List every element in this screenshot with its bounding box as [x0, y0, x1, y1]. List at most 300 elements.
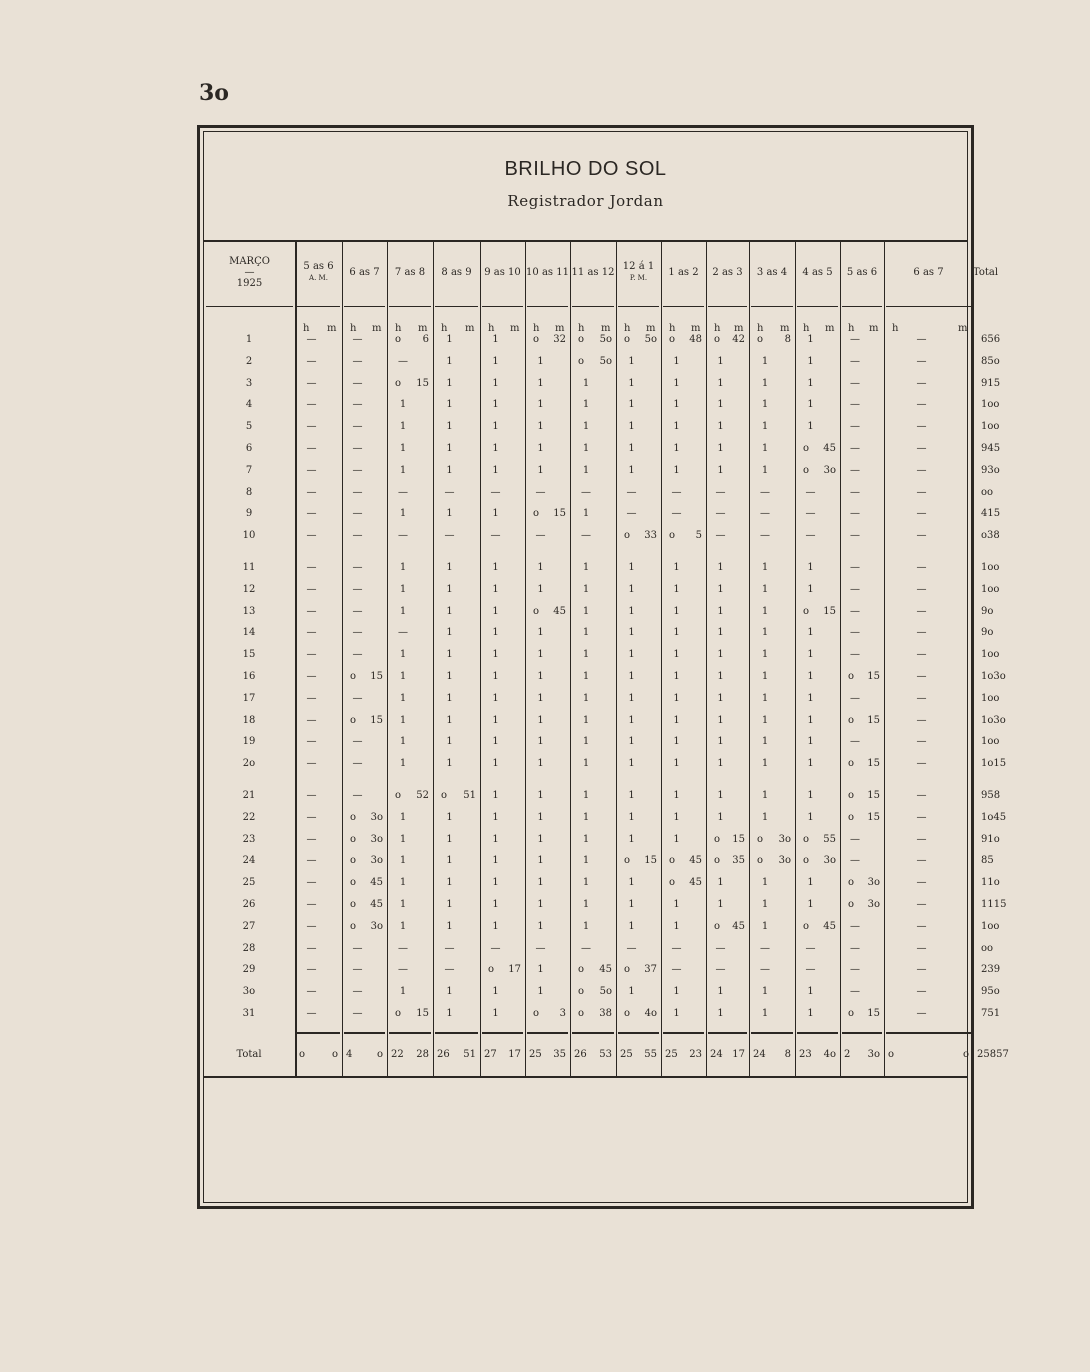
- table-cell: —: [398, 964, 408, 976]
- total-minutes: 17: [732, 1049, 745, 1060]
- table-cell: 1: [446, 758, 453, 770]
- cell-hours: o: [350, 899, 357, 910]
- table-cell: —: [306, 920, 317, 932]
- column-header-underline: [297, 306, 340, 307]
- cell-minutes: 15: [987, 508, 1001, 520]
- cell-minutes: 45: [987, 443, 1001, 454]
- table-cell: —: [398, 486, 408, 498]
- table-cell: 1: [492, 692, 499, 704]
- table-cell: 1: [761, 377, 769, 389]
- table-cell: 1: [761, 758, 769, 770]
- table-cell: [977, 605, 993, 619]
- table-cell: 1: [582, 399, 590, 411]
- table-cell: 1: [673, 377, 680, 389]
- total-hours: 24: [753, 1049, 766, 1060]
- cell-minutes: 5o: [599, 355, 612, 367]
- table-cell: [710, 833, 745, 847]
- table-cell: —: [306, 714, 317, 726]
- table-cell: [665, 854, 702, 868]
- table-cell: [977, 876, 1000, 890]
- cell-minutes: 15: [370, 671, 383, 682]
- table-cell: —: [850, 334, 860, 345]
- table-cell: —: [352, 486, 363, 498]
- column-header-underline: [842, 306, 882, 307]
- table-cell: 1: [582, 877, 590, 889]
- total-rule: [886, 1032, 971, 1034]
- cell-minutes: 3o: [823, 464, 836, 476]
- table-cell: 1: [582, 899, 590, 910]
- cell-minutes: 3o: [370, 855, 383, 867]
- table-cell: —: [581, 530, 591, 542]
- cell-hours: o: [848, 1008, 855, 1019]
- table-cell: [529, 1007, 566, 1021]
- total-minutes: 23: [689, 1049, 702, 1060]
- cell-hours: o: [981, 530, 988, 542]
- cell-minutes: 15: [993, 758, 1007, 770]
- column-header: [525, 242, 570, 302]
- column-header-underline: [435, 306, 478, 307]
- table-cell: 1: [537, 649, 544, 661]
- table-cell: 1: [717, 627, 724, 639]
- table-cell: 1: [446, 714, 453, 726]
- column-header-label: 12 á 1: [622, 260, 655, 272]
- table-cell: [977, 942, 993, 956]
- table-cell: [620, 529, 657, 543]
- table-cell: —: [490, 942, 501, 954]
- table-cell: [346, 920, 383, 934]
- column-header-underline: [886, 306, 971, 307]
- cell-hours: o: [981, 942, 988, 954]
- cell-hours: 1o: [981, 920, 994, 932]
- table-cell: —: [306, 964, 317, 976]
- table-cell: —: [671, 964, 682, 976]
- table-cell: —: [916, 942, 927, 954]
- table-cell: —: [306, 649, 317, 661]
- day-label: 21: [242, 790, 256, 801]
- cell-hours: o: [624, 855, 631, 867]
- cell-minutes: 5o: [987, 355, 1000, 367]
- cell-minutes: 4o: [644, 1008, 657, 1019]
- table-cell: 1: [673, 627, 680, 639]
- column-divider: [387, 242, 388, 1076]
- table-cell: —: [916, 530, 927, 542]
- cell-hours: 1o: [981, 649, 994, 661]
- table-cell: 1: [399, 855, 407, 867]
- column-header-label: 1 as 2: [668, 266, 699, 278]
- table-cell: —: [850, 530, 860, 542]
- cell-minutes: o: [993, 649, 1000, 661]
- table-cell: 1: [628, 986, 635, 998]
- table-cell: 1: [446, 649, 453, 661]
- table-cell: —: [760, 508, 770, 520]
- column-header: [342, 242, 387, 302]
- table-cell: [753, 333, 791, 347]
- cell-minutes: 52: [416, 790, 429, 801]
- total-label: Total: [236, 1049, 262, 1060]
- table-cell: —: [850, 486, 860, 498]
- table-cell: 1: [492, 464, 499, 476]
- table-cell: 1: [628, 899, 635, 910]
- table-cell: —: [850, 855, 860, 867]
- cell-hours: o: [714, 334, 721, 345]
- table-cell: 1: [399, 714, 407, 726]
- unit-minutes: m: [958, 323, 968, 334]
- table-cell: —: [352, 355, 363, 367]
- cell-hours: 8: [981, 355, 988, 367]
- table-cell: 1: [537, 758, 544, 770]
- cell-minutes: o: [993, 399, 1000, 411]
- total-minutes: o: [331, 1049, 338, 1060]
- year-label: 1925: [236, 277, 263, 289]
- table-cell: [710, 333, 745, 347]
- table-cell: —: [671, 508, 682, 520]
- cell-minutes: 15: [553, 508, 566, 520]
- cell-minutes: o: [993, 877, 1000, 889]
- table-cell: 1: [761, 399, 769, 411]
- day-label: 22: [242, 811, 256, 823]
- cell-hours: 1o: [981, 421, 994, 433]
- cell-hours: 1o: [981, 671, 994, 682]
- table-cell: —: [850, 986, 860, 998]
- table-cell: [844, 757, 880, 771]
- table-cell: [346, 898, 383, 912]
- cell-minutes: 3o: [823, 855, 836, 867]
- table-cell: [977, 529, 1000, 543]
- cell-minutes: 38: [987, 530, 1000, 542]
- table-cell: [346, 714, 383, 728]
- table-cell: [977, 648, 999, 662]
- table-cell: —: [916, 790, 927, 801]
- total-hours: 25: [529, 1049, 542, 1060]
- table-cell: 1: [537, 421, 544, 433]
- cell-hours: 9: [981, 605, 988, 617]
- table-cell: 1: [492, 508, 499, 520]
- cell-minutes: 15: [370, 714, 383, 726]
- table-cell: —: [916, 627, 927, 639]
- table-cell: [977, 789, 1000, 803]
- table-cell: 1: [537, 877, 544, 889]
- table-cell: 1: [582, 377, 590, 389]
- table-cell: 1: [673, 649, 680, 661]
- table-cell: —: [306, 877, 317, 889]
- table-cell: [977, 985, 1000, 999]
- table-cell: 1: [582, 758, 590, 770]
- cell-minutes: 58: [987, 790, 1001, 801]
- total-rule: [797, 1032, 838, 1034]
- total-cell: [710, 1048, 745, 1062]
- total-minutes: 53: [599, 1049, 612, 1060]
- cell-hours: 9: [981, 790, 988, 801]
- cell-minutes: 15: [867, 714, 880, 726]
- table-cell: 1: [717, 649, 724, 661]
- cell-hours: o: [350, 811, 357, 823]
- table-cell: 1: [399, 736, 407, 748]
- table-cell: 1: [673, 714, 680, 726]
- unit-hours: h: [533, 323, 540, 334]
- table-cell: [346, 811, 383, 825]
- table-cell: 1: [807, 649, 814, 661]
- table-cell: 1: [492, 399, 499, 411]
- table-cell: 1: [582, 443, 590, 454]
- table-cell: 1: [399, 399, 407, 411]
- table-cell: 1: [492, 355, 499, 367]
- table-cell: [391, 1007, 429, 1021]
- cell-hours: o: [533, 1008, 540, 1019]
- table-cell: 1: [492, 899, 499, 910]
- table-cell: [844, 670, 880, 684]
- unit-hours: h: [714, 323, 721, 334]
- table-cell: —: [306, 508, 317, 520]
- cell-hours: 2: [981, 964, 988, 976]
- cell-hours: o: [624, 964, 631, 976]
- table-cell: 1: [628, 758, 635, 770]
- column-header-label: 3 as 4: [756, 266, 788, 278]
- cell-hours: o: [578, 964, 585, 976]
- table-cell: 1: [582, 671, 590, 682]
- table-cell: —: [760, 530, 770, 542]
- table-cell: —: [306, 811, 317, 823]
- table-cell: —: [352, 530, 363, 542]
- table-cell: 1: [537, 811, 544, 823]
- cell-minutes: o: [993, 920, 1000, 932]
- table-cell: 1: [807, 627, 814, 639]
- table-cell: [977, 442, 1000, 456]
- table-cell: —: [916, 920, 927, 932]
- cell-minutes: 17: [508, 964, 521, 976]
- cell-hours: o: [803, 464, 810, 476]
- table-cell: —: [352, 986, 363, 998]
- cell-hours: 9: [981, 377, 988, 389]
- table-cell: —: [916, 758, 927, 770]
- table-cell: 1: [717, 714, 724, 726]
- table-cell: —: [850, 964, 860, 976]
- table-cell: [977, 486, 993, 500]
- table-cell: —: [916, 443, 927, 454]
- cell-minutes: 45: [370, 877, 383, 889]
- cell-minutes: 45: [823, 443, 836, 454]
- cell-hours: o: [848, 758, 855, 770]
- cell-minutes: 3o: [370, 833, 383, 845]
- table-cell: —: [306, 334, 317, 345]
- column-header-label: 5 as 6: [303, 260, 334, 272]
- column-header-label: 2 as 3: [712, 266, 743, 278]
- day-label: 4: [245, 399, 253, 411]
- table-cell: [574, 963, 612, 977]
- table-cell: [977, 854, 994, 868]
- column-divider: [433, 242, 434, 1076]
- table-cell: 1: [582, 464, 590, 476]
- table-cell: 1: [492, 855, 499, 867]
- table-cell: —: [352, 627, 363, 639]
- unit-hours: h: [303, 323, 310, 334]
- table-cell: 1: [537, 855, 544, 867]
- cell-hours: o: [803, 855, 810, 867]
- cell-minutes: 38: [599, 1008, 612, 1019]
- table-cell: [977, 833, 1000, 847]
- table-cell: 1: [761, 877, 769, 889]
- cell-minutes: 39: [987, 964, 1001, 976]
- table-cell: —: [306, 736, 317, 748]
- day-label: 26: [242, 899, 256, 910]
- day-label: 12: [242, 583, 256, 595]
- table-cell: 1: [807, 758, 814, 770]
- table-cell: 1: [492, 833, 499, 845]
- table-cell: 1: [446, 986, 453, 998]
- table-cell: 1: [537, 377, 544, 389]
- table-cell: [665, 333, 702, 347]
- table-cell: —: [352, 399, 363, 411]
- column-header-underline: [618, 306, 659, 307]
- table-cell: —: [352, 1008, 363, 1019]
- table-cell: [977, 757, 1006, 771]
- table-cell: 1: [492, 714, 499, 726]
- table-cell: —: [805, 530, 816, 542]
- table-cell: 1: [807, 790, 814, 801]
- table-cell: —: [850, 942, 860, 954]
- total-hours: 24: [710, 1049, 723, 1060]
- table-inner-border: [203, 131, 1009, 1203]
- day-label: 23: [242, 833, 256, 845]
- table-cell: —: [490, 530, 501, 542]
- table-cell: [977, 583, 999, 597]
- table-cell: [391, 333, 429, 347]
- table-cell: 1: [582, 649, 590, 661]
- table-cell: —: [398, 530, 408, 542]
- cell-hours: 6: [981, 334, 988, 345]
- total-cell: [529, 1048, 566, 1062]
- table-cell: [710, 854, 745, 868]
- day-label: 14: [242, 627, 256, 639]
- table-cell: —: [916, 964, 927, 976]
- table-cell: —: [535, 530, 546, 542]
- table-cell: 1: [582, 790, 590, 801]
- table-cell: —: [306, 421, 317, 433]
- cell-minutes: 3: [559, 1008, 566, 1019]
- cell-hours: o: [441, 790, 448, 801]
- table-cell: —: [715, 964, 726, 976]
- table-cell: —: [850, 649, 860, 661]
- table-cell: 1: [717, 443, 724, 454]
- cell-hours: 9: [981, 443, 988, 454]
- table-cell: 1: [492, 671, 499, 682]
- day-label: 8: [245, 486, 253, 498]
- table-cell: 1: [673, 833, 680, 845]
- month-dash: —: [244, 266, 255, 278]
- table-cell: 1: [761, 811, 769, 823]
- table-cell: 1: [582, 736, 590, 748]
- cell-minutes: 37: [644, 964, 657, 976]
- table-cell: 1: [399, 464, 407, 476]
- page-number: 3o: [199, 80, 229, 106]
- table-cell: 1: [582, 811, 590, 823]
- table-cell: 1: [807, 1008, 814, 1019]
- table-cell: [391, 789, 429, 803]
- table-cell: —: [715, 530, 726, 542]
- table-cell: 1: [582, 583, 590, 595]
- unit-minutes: m: [372, 323, 382, 334]
- table-cell: [529, 507, 566, 521]
- column-header-underline: [389, 306, 431, 307]
- table-cell: 1: [628, 736, 635, 748]
- table-cell: —: [916, 671, 927, 682]
- total-cell: [799, 1048, 836, 1062]
- table-cell: —: [306, 530, 317, 542]
- cell-hours: o: [669, 334, 676, 345]
- cell-hours: o: [395, 377, 402, 389]
- cell-minutes: 48: [689, 334, 702, 345]
- cell-minutes: 45: [993, 811, 1007, 823]
- table-cell: 1: [673, 811, 680, 823]
- unit-hours: h: [395, 323, 402, 334]
- table-cell: 1: [492, 583, 499, 595]
- unit-hours: h: [488, 323, 495, 334]
- table-cell: 1: [537, 627, 544, 639]
- total-cell: [437, 1048, 476, 1062]
- column-header: [433, 242, 480, 302]
- table-cell: —: [916, 486, 927, 498]
- table-cell: 1: [628, 562, 635, 573]
- cell-hours: o: [848, 714, 855, 726]
- table-cell: 1: [807, 811, 814, 823]
- cell-minutes: 45: [370, 899, 383, 910]
- table-cell: [346, 854, 383, 868]
- cell-hours: o: [350, 714, 357, 726]
- column-header: [616, 242, 661, 302]
- cell-minutes: o: [993, 583, 1000, 595]
- table-cell: —: [306, 790, 317, 801]
- cell-minutes: 5: [695, 530, 702, 542]
- table-cell: 1: [628, 583, 635, 595]
- table-cell: 1: [673, 736, 680, 748]
- table-cell: [620, 1007, 657, 1021]
- cell-minutes: 33: [644, 530, 657, 542]
- table-cell: 1: [446, 464, 453, 476]
- table-cell: [977, 507, 1000, 521]
- table-cell: 1: [717, 986, 724, 998]
- column-header: [387, 242, 433, 302]
- table-cell: 1: [673, 671, 680, 682]
- table-cell: 1: [446, 736, 453, 748]
- table-cell: 1: [399, 986, 407, 998]
- table-cell: [977, 333, 1000, 347]
- table-cell: 1: [446, 443, 453, 454]
- cell-hours: 9: [981, 986, 988, 998]
- table-cell: 1: [628, 443, 635, 454]
- cell-hours: o: [395, 1008, 402, 1019]
- cell-hours: 9: [981, 464, 988, 476]
- total-hours: 26: [574, 1049, 587, 1060]
- table-cell: [574, 985, 612, 999]
- table-cell: 1: [673, 464, 680, 476]
- total-minutes: 17: [508, 1049, 521, 1060]
- table-cell: —: [916, 833, 927, 845]
- cell-hours: o: [488, 964, 495, 976]
- unit-minutes: m: [555, 323, 565, 334]
- unit-minutes: m: [780, 323, 790, 334]
- column-header-underline: [344, 306, 385, 307]
- table-cell: 1: [446, 811, 453, 823]
- month-label: MARÇO: [229, 255, 270, 267]
- cell-hours: o: [803, 920, 810, 932]
- cell-hours: 1o: [981, 758, 994, 770]
- cell-hours: o: [350, 877, 357, 889]
- table-cell: 1: [446, 334, 453, 345]
- unit-hours: h: [350, 323, 357, 334]
- table-cell: 1: [628, 627, 635, 639]
- table-cell: —: [916, 714, 927, 726]
- table-cell: —: [306, 377, 317, 389]
- table-cell: 1: [446, 508, 453, 520]
